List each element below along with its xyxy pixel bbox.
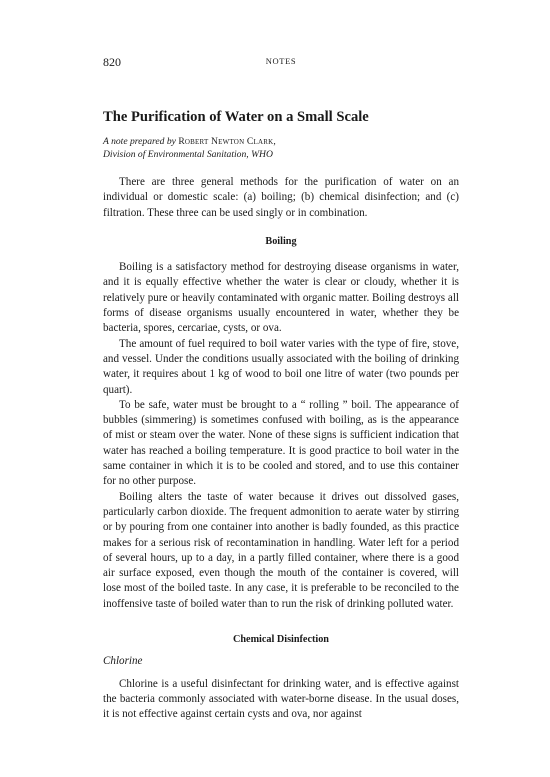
intro-paragraph: There are three general methods for the purification of water on an individual or domestic scale: (a) boiling; (b) chemical disinfection; and (c) filtration. These three can be used singly or in combination. (103, 176, 459, 219)
running-head (103, 55, 459, 69)
boiling-paragraph-4: Boiling alters the taste of water because it drives out dissolved gases, particularly carbon dioxide. The frequent admonition to aerate water by stirring or by pouring from one container into another is badly founded, as this practice makes for a serious risk of recontamination in handling. Water left for a period of several hours, up to a day, in a partly filled container, where there is a good air surface exposed, even though the mouth of the container is covered, will lose most of the boiled taste. In any case, it is preferable to be reconciled to the inoffensive taste of boiled water than to run the risk of drinking polluted water. (103, 490, 459, 610)
boiling-paragraph-1: Boiling is a satisfactory method for destroying disease organisms in water, and it is equally effective whether the water is clear or cloudy, whether it is relatively pure or heavily contaminated with organic matter. Boiling destroys all forms of disease organisms usually encountered in water, whether they be bacteria, spores, cercariae, cysts, or ova. (103, 261, 459, 335)
boiling-paragraph-3: To be safe, water must be brought to a “ rolling ” boil. The appearance of bubbles (simmering) is sometimes confused with boiling, as is the appearance of mist or steam over the water. None of these signs is sufficient indication that water has reached a boiling temperature. It is good practice to boil water in the same container in which it is to be cooled and stored, and to use this container for no other purpose. (103, 398, 459, 488)
section-heading-boiling: Boiling (265, 235, 297, 247)
chlorine-paragraph: Chlorine is a useful disinfectant for drinking water, and is effective against the bacteria commonly associated with water-borne disease. In the usual doses, it is not effective against certain cysts and ova, nor against (103, 677, 459, 721)
author-name: Robert Newton Clark, (178, 136, 276, 147)
boiling-paragraph-2: The amount of fuel required to boil water varies with the type of fire, stove, and vessel. Under the conditions usually associated with the boiling of drinking water, it requires about 1 kg of wood to boil one litre of water (two pounds per quart). (103, 337, 459, 396)
running-title: NOTES (265, 56, 297, 66)
page-number: 820 (103, 55, 121, 69)
article-body (103, 108, 459, 723)
author-affiliation: Division of Environmental Sanitation, WHO (103, 148, 273, 160)
byline-prefix: A note prepared by (103, 136, 176, 147)
article-title: The Purification of Water on a Small Scale (103, 109, 369, 125)
section-heading-chemical-disinfection: Chemical Disinfection (233, 634, 329, 646)
subheading-chlorine: Chlorine (103, 655, 143, 668)
byline (103, 136, 459, 161)
